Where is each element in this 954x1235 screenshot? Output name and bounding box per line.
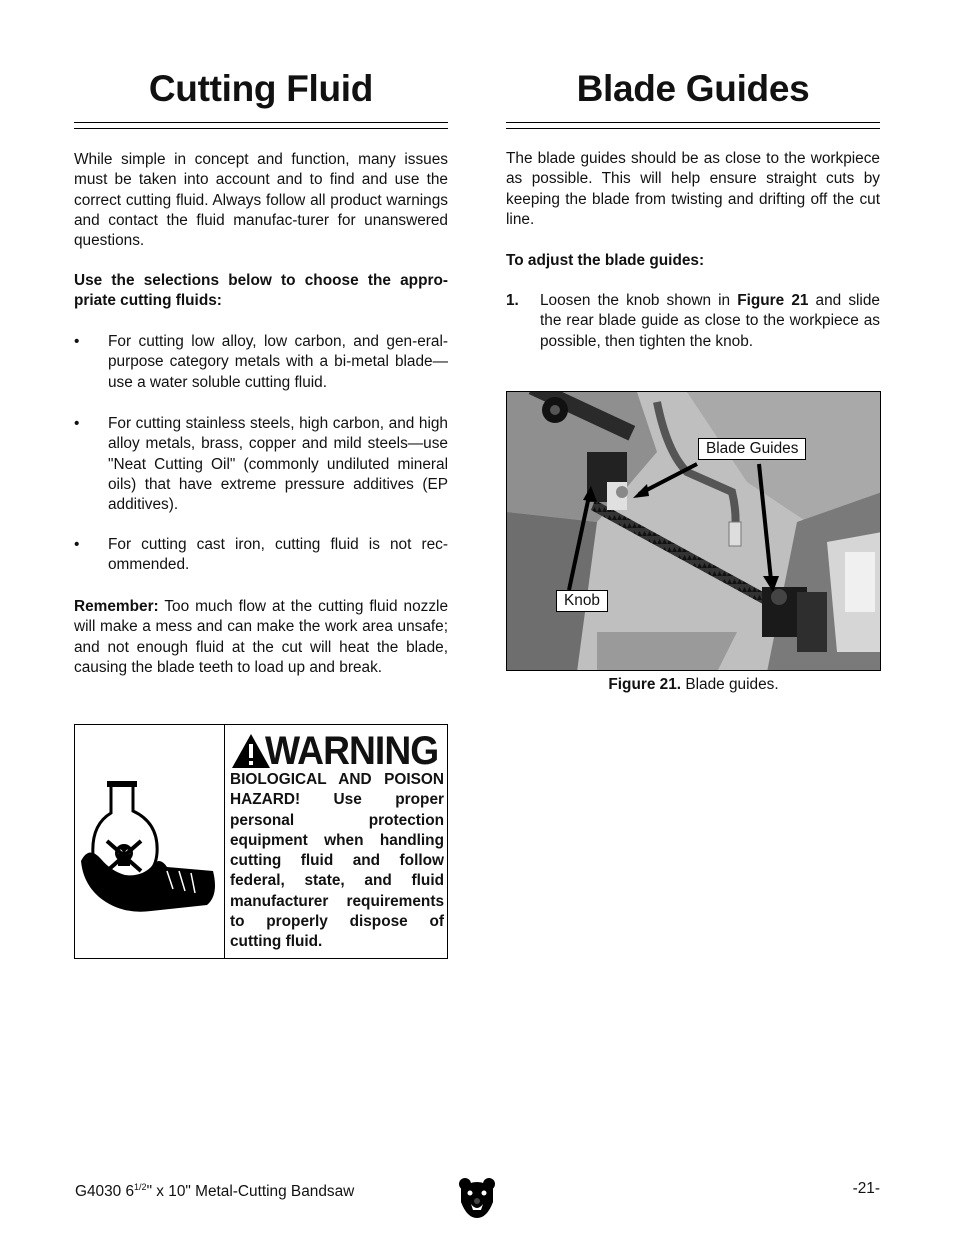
remember-text: Too much flow at the cutting fluid nozzle will make a mess and can make the work area unsafe; and not enough fluid at the cut will heat the blade, causing the blade teeth to load up and break. bbox=[74, 598, 448, 676]
remember-label: Remember: bbox=[74, 598, 159, 615]
bandsaw-photo bbox=[507, 392, 881, 671]
bullet-marker: • bbox=[74, 536, 80, 553]
cutting-fluid-title: Cutting Fluid bbox=[148, 68, 374, 109]
caption-text: Blade guides. bbox=[681, 676, 779, 693]
poison-hand-icon bbox=[81, 775, 219, 925]
title-rule bbox=[506, 122, 880, 129]
procedure-heading: To adjust the blade guides: bbox=[506, 252, 705, 269]
bullet-text: For cutting cast iron, cutting fluid is not rec-ommended. bbox=[108, 536, 448, 574]
title-rule bbox=[74, 122, 448, 129]
blade-guides-title: Blade Guides bbox=[576, 68, 810, 109]
step-text bbox=[540, 291, 880, 352]
selection-heading: Use the selections below to choose the appro-priate cutting fluids: bbox=[74, 272, 448, 310]
warning-text: BIOLOGICAL AND POISON HAZARD! Use proper personal protection equipment when handling cutting fluid and follow federal, state, and fluid manufacturer requirements to properly dispose of cutting fluid. bbox=[230, 771, 444, 951]
footer-model bbox=[75, 1182, 354, 1201]
warning-heading bbox=[231, 731, 445, 771]
footer-model-number: G4030 6 bbox=[75, 1183, 135, 1201]
step-number: 1. bbox=[506, 292, 519, 309]
bullet-marker: • bbox=[74, 415, 80, 432]
bear-logo-icon bbox=[457, 1176, 497, 1220]
bullet-text: For cutting low alloy, low carbon, and gen-eral-purpose category metals with a bi-metal blade—use a water soluble cutting fluid. bbox=[108, 333, 448, 391]
page-number: -21- bbox=[852, 1180, 880, 1197]
footer-model-rest: " x 10" Metal-Cutting Bandsaw bbox=[146, 1183, 355, 1201]
figure-caption bbox=[506, 676, 881, 694]
blade-guides-intro: The blade guides should be as close to the workpiece as possible. This will help ensure straight cuts by keeping the blade from twisting and drifting off the cut line. bbox=[506, 150, 880, 228]
warning-box bbox=[74, 724, 448, 959]
step-text-pre: Loosen the knob shown in bbox=[540, 292, 738, 309]
remember-note bbox=[74, 597, 448, 678]
footer-fraction: 1/2 bbox=[134, 1182, 147, 1192]
figure-21-photo bbox=[506, 391, 881, 671]
bullet-text: For cutting stainless steels, high carbon, and high alloy metals, brass, copper and mild steels—use "Neat Cutting Oil" (commonly undiluted mineral oils) that have extreme pressure additives (EP additives). bbox=[108, 415, 448, 514]
callout-blade-guides: Blade Guides bbox=[698, 438, 806, 460]
caption-label: Figure 21. bbox=[608, 676, 682, 693]
step-text-post: and slide the rear blade guide as close to the workpiece as possible, then tighten the knob. bbox=[540, 292, 880, 350]
figure-reference: Figure 21 bbox=[737, 292, 809, 309]
bullet-marker: • bbox=[74, 333, 80, 350]
cutting-fluid-intro: While simple in concept and function, many issues must be taken into account and to find and use the correct cutting fluid. Always follow all product warnings and contact the fluid manufac-turer for unanswered questions. bbox=[74, 151, 448, 250]
callout-knob: Knob bbox=[556, 590, 608, 612]
warning-divider bbox=[224, 725, 225, 958]
warning-word: WARNING bbox=[265, 729, 439, 773]
